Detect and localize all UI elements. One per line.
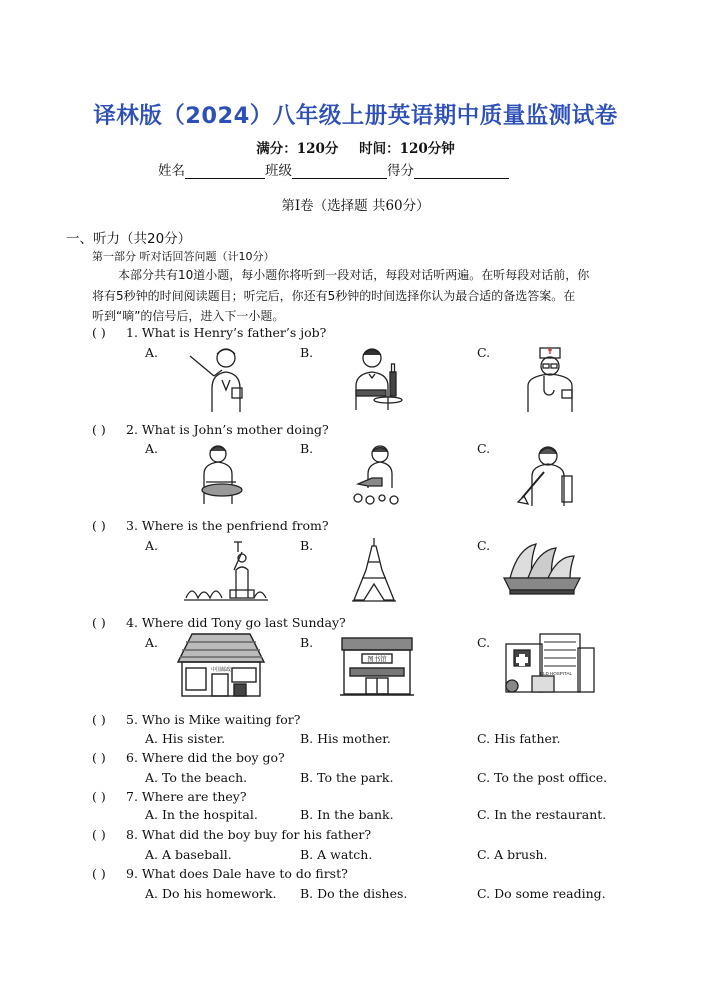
score-info: [0, 137, 711, 157]
option-c[interactable]: C.: [477, 345, 491, 360]
eiffel-tower-icon: [352, 538, 396, 602]
waiter-icon: [352, 346, 404, 410]
watering-flowers-icon: [350, 444, 406, 504]
score-blank[interactable]: [414, 164, 509, 179]
option-c[interactable]: C. Do some reading.: [477, 886, 606, 901]
answer-paren[interactable]: ( ): [92, 750, 106, 765]
student-info-line: [158, 159, 509, 179]
question-text: 4. Where did Tony go last Sunday?: [126, 615, 346, 630]
option-c[interactable]: C. A brush.: [477, 847, 548, 862]
question-text: 3. Where is the penfriend from?: [126, 518, 329, 533]
question-text: 5. Who is Mike waiting for?: [126, 712, 301, 727]
option-a[interactable]: A. To the beach.: [145, 770, 248, 785]
hospital-icon: [500, 632, 596, 694]
option-b[interactable]: B. Do the dishes.: [300, 886, 408, 901]
option-a[interactable]: A.: [145, 538, 159, 553]
question-1: [92, 325, 326, 340]
answer-paren[interactable]: ( ): [92, 712, 106, 727]
option-c[interactable]: C.: [477, 538, 491, 553]
option-a[interactable]: A. Do his homework.: [145, 886, 277, 901]
page-title: 译林版（2024）八年级上册英语期中质量监测试卷: [93, 103, 618, 129]
option-a[interactable]: A. A baseball.: [145, 847, 232, 862]
question-text: 2. What is John’s mother doing?: [126, 422, 329, 437]
class-label: 班级: [265, 163, 292, 179]
option-a[interactable]: A.: [145, 345, 159, 360]
option-b[interactable]: B.: [300, 345, 314, 360]
question-5: [92, 712, 300, 727]
cleaning-icon: [518, 444, 578, 506]
answer-paren[interactable]: ( ): [92, 325, 106, 340]
part-title: 一、听力（共20分）: [66, 231, 192, 247]
option-b[interactable]: B.: [300, 538, 314, 553]
option-b[interactable]: B. In the bank.: [300, 807, 394, 822]
question-4: [92, 615, 346, 630]
option-a[interactable]: A. His sister.: [145, 731, 226, 746]
option-b[interactable]: B.: [300, 441, 314, 456]
cooking-icon: [196, 444, 248, 504]
answer-paren[interactable]: ( ): [92, 827, 106, 842]
answer-paren[interactable]: ( ): [92, 615, 106, 630]
question-text: 7. Where are they?: [126, 789, 247, 804]
sydney-opera-house-icon: [504, 540, 580, 596]
post-office-sign: 中国邮政: [210, 667, 232, 673]
option-c[interactable]: C.: [477, 441, 491, 456]
question-6: [92, 750, 285, 765]
option-a[interactable]: A.: [145, 441, 159, 456]
part-subtitle: 第一部分 听对话回答问题（计10分）: [92, 250, 275, 263]
answer-paren[interactable]: ( ): [92, 422, 106, 437]
option-b[interactable]: B.: [300, 635, 314, 650]
section-heading: 第I卷（选择题 共60分）: [281, 198, 430, 214]
question-text: 6. Where did the boy go?: [126, 750, 285, 765]
teacher-icon: [188, 346, 250, 412]
answer-paren[interactable]: ( ): [92, 518, 106, 533]
option-a[interactable]: A.: [145, 635, 159, 650]
name-label: 姓名: [158, 163, 185, 179]
option-c[interactable]: C. His father.: [477, 731, 561, 746]
hospital-sign: ELD HOSPITAL: [540, 671, 572, 676]
question-text: 1. What is Henry’s father’s job?: [126, 325, 327, 340]
post-office-icon: [176, 632, 266, 698]
question-text: 8. What did the boy buy for his father?: [126, 827, 372, 842]
instruction-line: 本部分共有10道小题，每小题你将听到一段对话，每段对话听两遍。在听每段对话前，你: [118, 268, 590, 282]
option-c[interactable]: C.: [477, 635, 491, 650]
answer-paren[interactable]: ( ): [92, 789, 106, 804]
question-8: [92, 827, 371, 842]
option-c[interactable]: C. In the restaurant.: [477, 807, 607, 822]
answer-paren[interactable]: ( ): [92, 866, 106, 881]
question-7: [92, 789, 247, 804]
option-a[interactable]: A. In the hospital.: [145, 807, 258, 822]
instruction-line: 听到“嘀”的信号后，进入下一小题。: [92, 309, 285, 323]
library-icon: [340, 636, 414, 696]
question-3: [92, 518, 329, 533]
doctor-icon: [524, 346, 578, 412]
question-9: [92, 866, 348, 881]
statue-of-liberty-icon: [184, 540, 268, 602]
option-b[interactable]: B. A watch.: [300, 847, 373, 862]
question-2: [92, 422, 329, 437]
instruction-line: 将有5秒钟的时间阅读题目；听完后，你还有5秒钟的时间选择你认为最合适的备选答案。在: [92, 289, 576, 303]
class-blank[interactable]: [292, 164, 387, 179]
option-b[interactable]: B. His mother.: [300, 731, 391, 746]
score-label: 得分: [387, 163, 414, 179]
exam-time: 时间：120分钟: [359, 141, 455, 157]
option-c[interactable]: C. To the post office.: [477, 770, 608, 785]
full-score: 满分：120分: [256, 141, 339, 157]
question-text: 9. What does Dale have to do first?: [126, 866, 348, 881]
option-b[interactable]: B. To the park.: [300, 770, 394, 785]
library-sign: 图书馆: [367, 656, 387, 663]
name-blank[interactable]: [185, 164, 265, 179]
